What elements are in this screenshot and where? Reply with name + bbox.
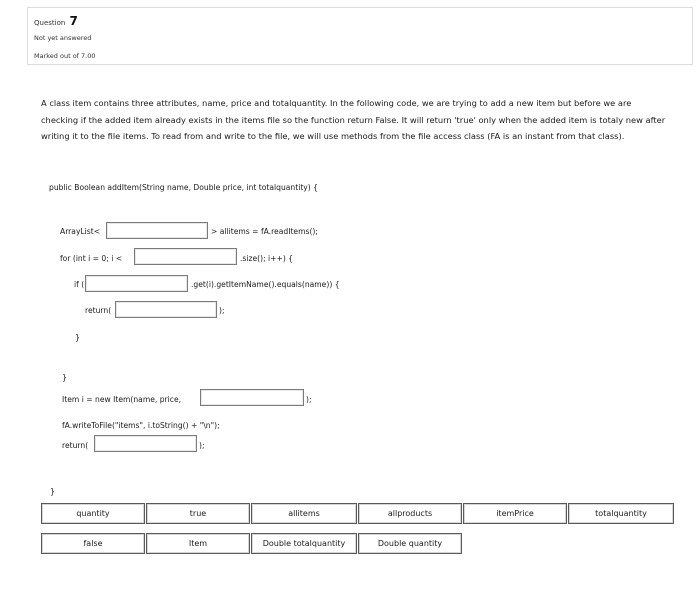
option-true[interactable]: true [146, 503, 250, 524]
arraylist-prefix: ArrayList< [60, 227, 101, 236]
option-quantity[interactable]: quantity [41, 503, 145, 524]
option-double-quantity[interactable]: Double quantity [358, 533, 462, 554]
blank-item-quantity[interactable] [200, 389, 304, 406]
close-if-brace: } [75, 333, 81, 342]
close-method-brace: } [50, 487, 56, 496]
option-allitems[interactable]: allitems [251, 503, 357, 524]
option-false[interactable]: false [41, 533, 145, 554]
question-state: Not yet answered [34, 34, 92, 42]
for-suffix: .size(); i++) { [240, 254, 294, 263]
arraylist-suffix: > allitems = fA.readItems(); [211, 227, 318, 236]
item-suffix: ); [306, 395, 312, 404]
option-itemprice[interactable]: itemPrice [463, 503, 567, 524]
method-signature: public Boolean addItem(String name, Double price, int totalquantity) { [49, 183, 318, 192]
question-number-value: 7 [69, 14, 78, 28]
for-prefix: for (int i = 0; i < [60, 254, 123, 263]
option-double-totalquantity[interactable]: Double totalquantity [251, 533, 357, 554]
question-info-panel [27, 7, 693, 65]
option-totalquantity[interactable]: totalquantity [568, 503, 674, 524]
if-suffix: .get(i).getItemName().equals(name)) { [191, 280, 340, 289]
return1-prefix: return( [85, 306, 112, 315]
close-for-brace: } [62, 373, 68, 382]
option-allproducts[interactable]: allproducts [358, 503, 462, 524]
return2-prefix: return( [62, 441, 89, 450]
question-text: A class item contains three attributes, name, price and totalquantity. In the following code, we are trying to add a new item but before we are checking if the added item already exists in the items file so the function return False. It will return 'true' only when the added item is totaly new after writing it to the file items. To read from and write to the file, we will use methods from the file access class (FA is an instant from that class). [41, 98, 666, 141]
write-to-file-line: fA.writeToFile("items", i.toString() + "\n"); [62, 421, 220, 430]
blank-for-collection[interactable] [134, 248, 237, 265]
return1-suffix: ); [219, 306, 225, 315]
question-label: Question [34, 19, 66, 27]
blank-arraylist-type[interactable] [106, 222, 208, 239]
question-number [34, 14, 78, 28]
blank-if-collection[interactable] [85, 275, 188, 292]
item-prefix: Item i = new Item(name, price, [62, 395, 182, 404]
blank-return-true[interactable] [94, 435, 197, 452]
blank-return-false[interactable] [115, 301, 217, 318]
question-grade: Marked out of 7.00 [34, 52, 96, 60]
return2-suffix: ); [199, 441, 205, 450]
if-prefix: if ( [74, 280, 85, 289]
option-item[interactable]: Item [146, 533, 250, 554]
